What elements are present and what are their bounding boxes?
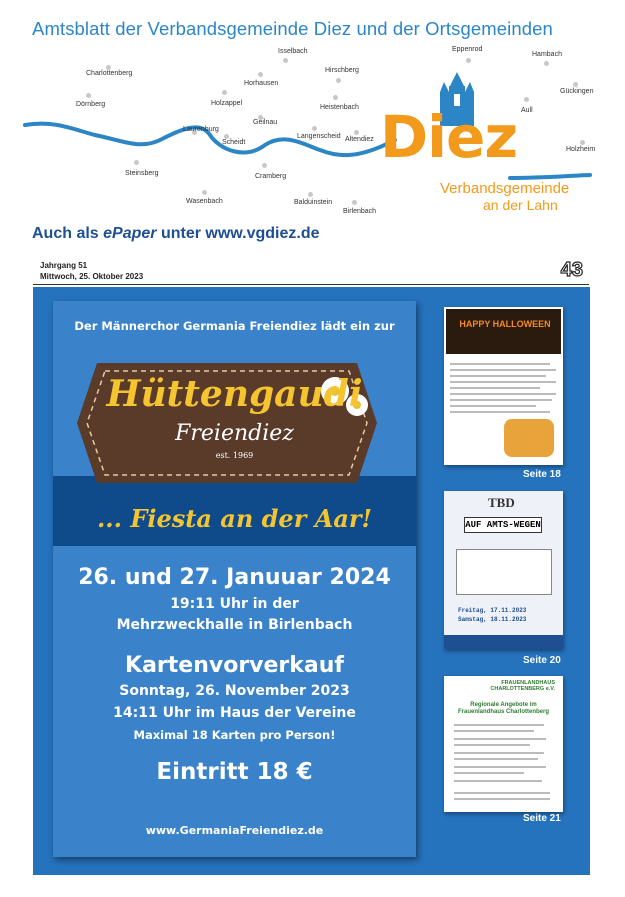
badge-est: est. 1969 <box>215 451 254 460</box>
town-label: Langenscheid <box>297 133 341 140</box>
town-label: Geilnau <box>253 119 278 126</box>
town-label: Aull <box>521 107 533 114</box>
town-label: Hirschberg <box>325 67 359 74</box>
poster-banner: ... Fiesta an der Aar! <box>96 504 373 533</box>
thumb-heading: Regionale Angebote im Frauenlandhaus Charlottenberg <box>457 702 549 715</box>
masthead-title: Amtsblatt der Verbandsgemeinde Diez und der Ortsgemeinden <box>32 18 553 39</box>
thumb-label: Seite 18 <box>523 469 561 480</box>
thumb-heading: AUF AMTS-WEGEN <box>464 517 542 533</box>
poster-url[interactable]: www.GermaniaFreiendiez.de <box>145 824 324 837</box>
town-label: Wasenbach <box>186 198 223 205</box>
town-label: Scheidt <box>222 139 246 146</box>
poster-intro: Der Männerchor Germania Freiendiez lädt ein zur <box>74 319 395 333</box>
jahrgang: Jahrgang 51 <box>40 261 88 270</box>
thumb-heading: HAPPY HALLOWEEN <box>459 319 551 329</box>
poster-dates: 26. und 27. Januuar 2024 <box>78 565 391 590</box>
halloween-figures-icon <box>504 419 554 457</box>
epaper-link[interactable]: Auch als ePaper unter www.vgdiez.de <box>32 225 320 242</box>
halloween-banner <box>446 309 561 354</box>
thumb-org: FRAUENLANDHAUS CHARLOTTENBERG e.V. <box>490 680 555 692</box>
poster-venue: Mehrzweckhalle in Birlenbach <box>116 617 353 633</box>
town-label: Horhausen <box>244 80 279 87</box>
thumb-date1: Freitag, 17.11.2023 <box>458 607 527 614</box>
town-label: Heistenbach <box>320 104 359 111</box>
logo-diez: Diez <box>380 103 518 171</box>
presale-place: 14:11 Uhr im Haus der Vereine <box>113 705 356 721</box>
stage-sketch-icon <box>456 549 552 595</box>
town-label: Hambach <box>532 51 562 58</box>
town-label: Birlenbach <box>343 208 377 215</box>
town-label: Holzappel <box>211 100 243 107</box>
event-poster <box>53 301 416 857</box>
thumb-seite-18[interactable] <box>444 307 563 465</box>
presale-limit: Maximal 18 Karten pro Person! <box>133 728 336 742</box>
town-label: Laurenburg <box>183 126 219 133</box>
town-label: Holzheim <box>566 146 596 153</box>
thumb-date2: Samstag, 18.11.2023 <box>458 616 527 623</box>
presale-date: Sonntag, 26. November 2023 <box>119 683 350 699</box>
issue-date: Mittwoch, 25. Oktober 2023 <box>40 272 144 281</box>
town-label: Eppenrod <box>452 46 483 53</box>
poster-time: 19:11 Uhr in der <box>170 596 299 612</box>
entry-price: Eintritt 18 € <box>156 759 313 785</box>
town-label: Balduinstein <box>294 199 333 206</box>
thumb-label: Seite 20 <box>523 655 561 666</box>
issue-number: 43 <box>560 259 583 281</box>
thumb-seite-21[interactable] <box>444 676 563 812</box>
town-label: Gückingen <box>560 88 594 95</box>
logo-subtitle: Verbandsgemeinde <box>440 180 570 197</box>
tbd-logo: TBD <box>488 495 515 510</box>
thumb-seite-20[interactable] <box>444 491 563 649</box>
town-label: Charlottenberg <box>86 70 133 77</box>
town-label: Dörnberg <box>76 101 106 108</box>
town-label: Cramberg <box>255 173 287 180</box>
badge-title: Hüttengaudi <box>106 373 363 415</box>
presale-title: Kartenvorverkauf <box>125 653 344 678</box>
issue-info <box>40 260 143 282</box>
town-label: Altendiez <box>345 136 374 143</box>
thumb-label: Seite 21 <box>523 813 561 824</box>
town-label: Steinsberg <box>125 170 159 177</box>
logo-subtitle-2: an der Lahn <box>483 197 558 213</box>
town-label: Isselbach <box>278 48 308 55</box>
badge-subtitle: Freiendiez <box>175 421 294 446</box>
